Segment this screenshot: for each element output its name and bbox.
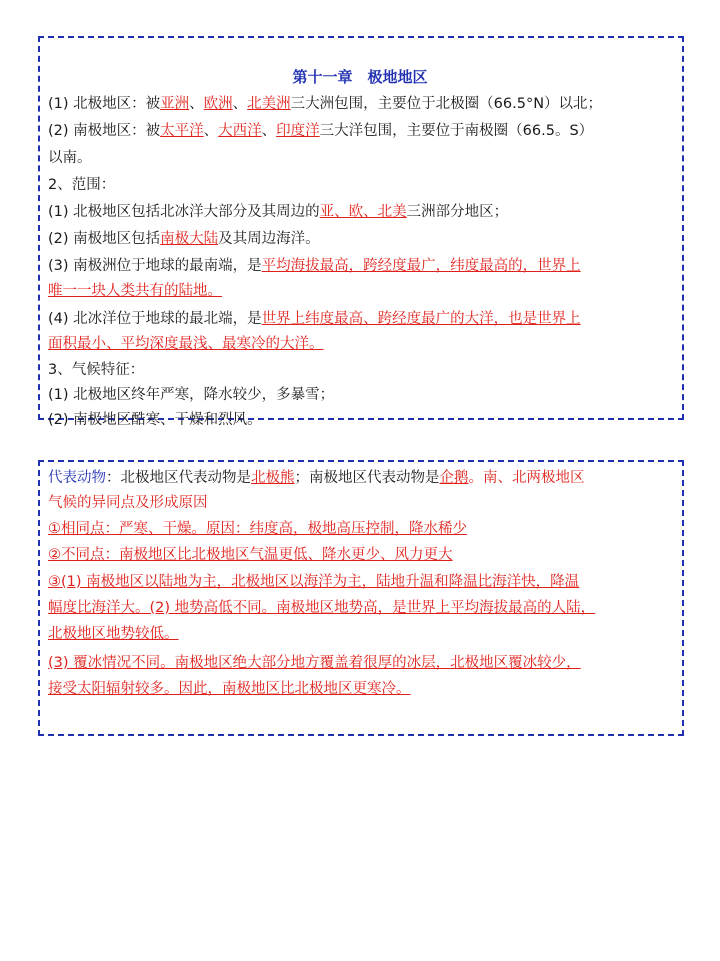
text: (2) 南极地区包括	[48, 231, 161, 247]
text-line-reason-4: (3) 覆冰情况不同。南极地区绝大部分地方覆盖着很厚的冰层，北极地区覆冰较少，	[48, 655, 581, 671]
highlight: 欧洲	[203, 96, 233, 112]
text: (3) 南极洲位于地球的最南端，是	[48, 258, 262, 274]
text-line-6	[48, 229, 320, 249]
label: 代表动物	[48, 470, 106, 486]
chapter-title: 第十一章 极地地区	[292, 68, 428, 86]
text-line-4: 2、范围：	[48, 177, 116, 193]
text: 、	[189, 96, 204, 112]
highlight: 太平洋	[160, 123, 204, 139]
highlight: 北极熊	[251, 470, 295, 486]
text: 三大洋包围，主要位于南极圈（66.5。S）	[319, 123, 594, 139]
text: 三洲部分地区；	[406, 204, 509, 220]
text-line-7	[48, 256, 581, 276]
text-line-diff: ②不同点：南极地区比北极地区气温更低、降水更少、风力更大	[48, 547, 453, 563]
text: 。南、北两极地区	[468, 470, 585, 486]
text: ：北极地区代表动物是	[106, 470, 251, 486]
text-line-11: 3、气候特征：	[48, 362, 145, 378]
text: 及其周边海洋。	[218, 231, 320, 247]
text-line-1	[48, 94, 602, 114]
text: 、	[203, 123, 219, 139]
text-line-12: (1) 北极地区终年严寒，降水较少，多暴雪；	[48, 387, 335, 403]
highlight: 大西洋	[218, 123, 262, 139]
text-line-heading: 气候的异同点及形成原因	[48, 495, 208, 511]
text: (2) 南极地区：被	[48, 123, 161, 139]
text-line-10: 面积最小、平均深度最浅、最寒冷的大洋。	[48, 336, 324, 352]
text-line-same: ①相同点：严寒、干燥。原因：纬度高，极地高压控制，降水稀少	[48, 521, 467, 537]
highlight: 企鹅	[439, 470, 469, 486]
highlight: 亚、欧、北美	[319, 204, 407, 220]
text-line-reason-3: 北极地区地势较低。	[48, 626, 179, 642]
text: (1) 北极地区：被	[48, 96, 161, 112]
text-line-animals	[48, 468, 585, 488]
highlight: 世界上纬度最高、跨经度最广的大洋，也是世界上	[261, 311, 581, 327]
text-line-13: (2) 南极地区酷寒、干燥和烈风。	[48, 412, 262, 428]
highlight: 南极大陆	[160, 231, 219, 247]
highlight: 平均海拔最高，跨经度最广，纬度最高的，世界上	[261, 258, 581, 274]
text-line-9	[48, 309, 581, 329]
text-line-reason-5: 接受太阳辐射较多。因此，南极地区比北极地区更寒冷。	[48, 681, 411, 697]
text: 、	[261, 123, 277, 139]
text-line-reason-2: 幅度比海洋大。(2) 地势高低不同。南极地区地势高，是世界上平均海拔最高的人陆，	[48, 600, 596, 616]
text-line-5	[48, 202, 508, 222]
text-line-8: 唯一一块人类共有的陆地。	[48, 283, 222, 299]
highlight: 印度洋	[276, 123, 320, 139]
highlight: 北美洲	[247, 96, 291, 112]
text: ；南极地区代表动物是	[294, 470, 440, 486]
text: 、	[232, 96, 248, 112]
highlight: 亚洲	[160, 96, 190, 112]
text: (4) 北冰洋位于地球的最北端，是	[48, 311, 262, 327]
text-line-reason-1: ③(1) 南极地区以陆地为主，北极地区以海洋为主，陆地升温和降温比海洋快，降温	[48, 574, 580, 590]
text: (1) 北极地区包括北冰洋大部分及其周边的	[48, 204, 320, 220]
text: 三大洲包围，主要位于北极圈（66.5°N）以北；	[290, 96, 603, 112]
text-line-3: 以南。	[48, 150, 92, 166]
text-line-2	[48, 121, 593, 141]
